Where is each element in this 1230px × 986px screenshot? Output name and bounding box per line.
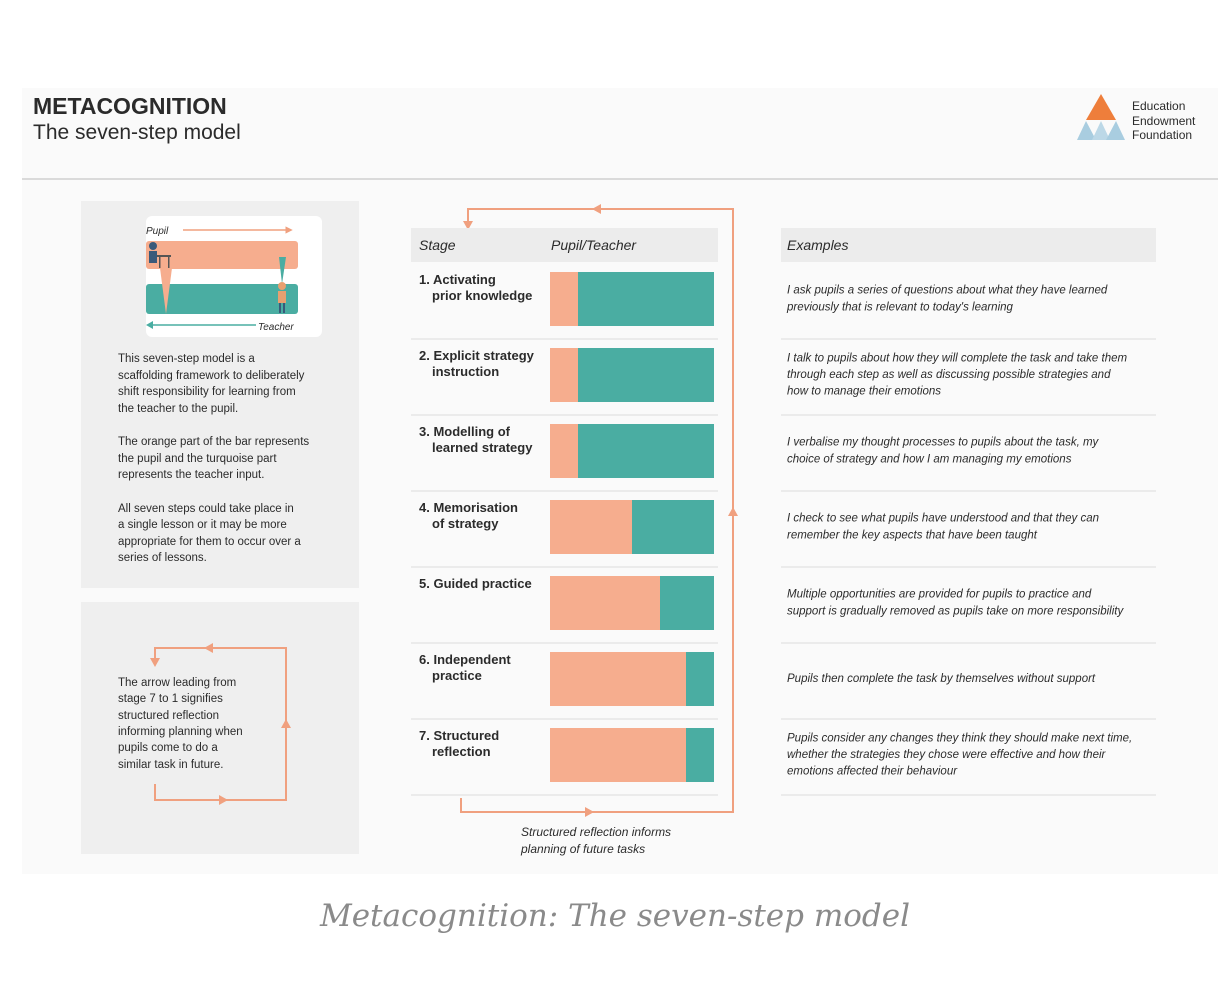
step-example-text: Pupils consider any changes they think they should make next time, xyxy=(787,732,1133,745)
step-label: reflection xyxy=(432,744,491,759)
step-example-text: I talk to pupils about how they will complete the task and take them xyxy=(787,352,1128,365)
step-example-text: I ask pupils a series of questions about what they have learned xyxy=(787,284,1108,297)
intro-text-line: This seven-step model is a xyxy=(118,353,255,365)
stage-column-header: Stage xyxy=(419,237,456,253)
arrow-note-line: The arrow leading from xyxy=(118,677,237,689)
intro-text-line: series of lessons. xyxy=(118,552,207,564)
arrow-note-line: stage 7 to 1 signifies xyxy=(118,693,223,705)
figure-caption: Metacognition: The seven-step model xyxy=(319,898,911,934)
arrow-note-line: pupils come to do a xyxy=(118,742,218,754)
pupil-share-bar xyxy=(550,576,660,630)
step-label: 3. Modelling of xyxy=(419,424,510,439)
teacher-share-bar xyxy=(578,272,714,326)
intro-text-line: shift responsibility for learning from xyxy=(118,386,296,398)
step-label: 6. Independent xyxy=(419,652,511,667)
step-example-text: I check to see what pupils have understood and that they can xyxy=(787,512,1099,525)
intro-text-line: The orange part of the bar represents xyxy=(118,436,310,448)
step-example-text: remember the key aspects that have been taught xyxy=(787,529,1037,542)
step-example-text: previously that is relevant to today's learning xyxy=(787,301,1013,314)
step-example-text: support is gradually removed as pupils take on more responsibility xyxy=(787,605,1124,618)
pupil-share-bar xyxy=(550,348,578,402)
loop-note-line-2: planning of future tasks xyxy=(521,842,646,856)
pupil-share-bar xyxy=(550,500,632,554)
pupil-label: Pupil xyxy=(146,226,169,237)
pupil-share-bar xyxy=(550,728,686,782)
share-column-header: Pupil/Teacher xyxy=(551,237,637,253)
intro-text-line: a single lesson or it may be more xyxy=(118,519,287,531)
logo-text-line-3: Foundation xyxy=(1132,128,1193,142)
step-example-text: Multiple opportunities are provided for pupils to practice and xyxy=(787,588,1092,601)
step-label: learned strategy xyxy=(432,440,533,455)
intro-text-line: the pupil and the turquoise part xyxy=(118,453,277,465)
step-label: 4. Memorisation xyxy=(419,500,518,515)
intro-text-line: represents the teacher input. xyxy=(118,469,265,481)
intro-text-line: appropriate for them to occur over a xyxy=(118,536,301,548)
teacher-share-bar xyxy=(686,728,714,782)
page-title: METACOGNITION xyxy=(33,93,227,119)
pupil-share-bar xyxy=(550,424,578,478)
step-example-text: choice of strategy and how I am managing my emotions xyxy=(787,453,1072,466)
loop-note-line-1: Structured reflection informs xyxy=(521,825,672,839)
step-example-text: emotions affected their behaviour xyxy=(787,765,958,778)
teacher-share-bar xyxy=(578,424,714,478)
arrow-note-line: informing planning when xyxy=(118,726,243,738)
teacher-share-bar xyxy=(632,500,714,554)
step-label: practice xyxy=(432,668,482,683)
step-label: 2. Explicit strategy xyxy=(419,348,534,363)
arrow-note-line: similar task in future. xyxy=(118,759,224,771)
step-example-text: Pupils then complete the task by themselves without support xyxy=(787,673,1096,685)
step-label: prior knowledge xyxy=(432,288,533,303)
step-label: of strategy xyxy=(432,516,499,531)
teacher-label: Teacher xyxy=(258,322,294,333)
intro-illustration-card xyxy=(146,216,322,337)
page-subtitle: The seven-step model xyxy=(33,121,241,144)
intro-text-line: All seven steps could take place in xyxy=(118,503,294,515)
teacher-share-bar xyxy=(660,576,714,630)
step-example-text: through each step as well as discussing possible strategies and xyxy=(787,369,1111,381)
teacher-share-bar xyxy=(686,652,714,706)
intro-text-line: the teacher to the pupil. xyxy=(118,403,239,415)
step-label: 7. Structured xyxy=(419,728,500,743)
step-label: instruction xyxy=(432,364,500,379)
teacher-share-bar xyxy=(578,348,714,402)
logo-text-line-1: Education xyxy=(1132,99,1186,113)
intro-text-line: scaffolding framework to deliberately xyxy=(118,370,305,382)
step-label: 5. Guided practice xyxy=(419,576,532,591)
step-example-text: I verbalise my thought processes to pupils about the task, my xyxy=(787,436,1099,449)
step-example-text: how to manage their emotions xyxy=(787,385,942,398)
logo-text-line-2: Endowment xyxy=(1132,114,1196,128)
arrow-note-line: structured reflection xyxy=(118,710,219,722)
step-label: 1. Activating xyxy=(419,272,496,287)
examples-column-header: Examples xyxy=(787,237,849,253)
step-example-text: whether the strategies they chose were effective and how their xyxy=(787,749,1106,761)
pupil-share-bar xyxy=(550,652,686,706)
pupil-share-bar xyxy=(550,272,578,326)
